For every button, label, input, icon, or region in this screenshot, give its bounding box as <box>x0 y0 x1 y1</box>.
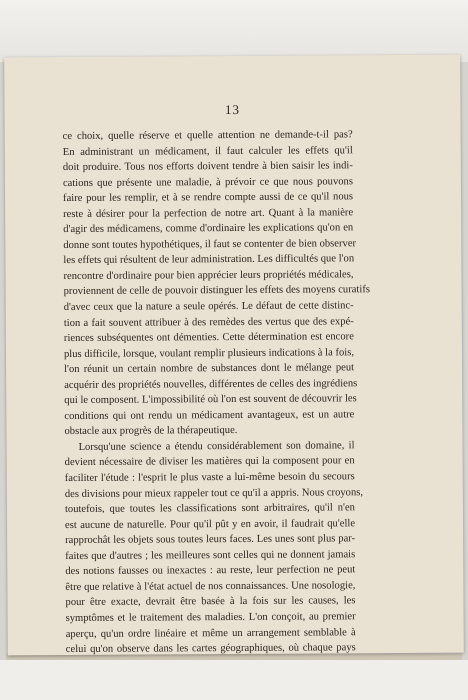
text-line: plus difficile, lorsque, voulant remplir plusieurs indications à la fois, <box>63 346 355 360</box>
text-line: donne sont toutes hypothétiques, il faut se contenter de bien observer <box>63 238 357 251</box>
text-line: des notions fausses ou inexactes : au reste, leur perfection ne peut <box>65 564 356 578</box>
text-line: En administrant un médicament, il faut calculer les effets qu'il <box>62 144 353 158</box>
text-line: riences subséquentes ont démenties. Cette détermination est encore <box>63 331 354 345</box>
text-line: des divisions pour mieux rappeler tout ce qu'il a appris. Nous croyons, <box>64 486 364 500</box>
text-line: acquérir des propriétés nouvelles, différentes de celles des ingrédiens <box>64 377 358 391</box>
page-number: 13 <box>224 101 241 118</box>
text-line: proviennent de celle de pouvoir distinguer les effets des moyens curatifs <box>63 284 370 298</box>
text-line: cations que présente une maladie, à prévoir ce que nous pouvons <box>62 175 353 189</box>
text-line: être que relative à l'état actuel de nos connaissances. Une nosologie, <box>65 580 356 593</box>
text-line: les effets qui résultent de leur administration. Les difficultés que l'on <box>63 253 355 267</box>
text-line: ce choix, quelle réserve et quelle attention ne demande-t-il pas? <box>62 129 353 143</box>
text-line: rapprochât les objets sous toutes leurs faces. Les unes sont plus par- <box>65 533 356 547</box>
text-line: doit produire. Tous nos efforts doivent tendre à bien saisir les indi- <box>62 160 353 174</box>
text-line: faites que d'autres ; les meilleures sont celles qui ne donnent jamais <box>65 549 356 562</box>
text-line: faire pour les remplir, et à se rendre compte aussi de ce qu'il nous <box>63 191 354 205</box>
text-line: obstacle aux progrès de la thérapeutique. <box>64 425 238 438</box>
book-page <box>4 55 464 656</box>
text-line: Lorsqu'une science a étendu considérablement son domaine, il <box>78 440 355 453</box>
text-line: qui le composent. L'impossibilité où l'on est souvent de découvrir les <box>64 393 357 407</box>
text-line: faciliter l'étude : l'esprit le plus vaste a lui-même besoin du secours <box>64 471 355 485</box>
text-line: d'avec ceux que la nature a seule opérés. Le défaut de cette distinc- <box>63 300 354 314</box>
text-line: conditions qui ont rendu un médicament avantageux, est un autre <box>64 409 355 422</box>
text-line: l'on réunit un certain nombre de substances dont le mélange peut <box>64 362 355 376</box>
text-line: reste à désirer pour la perfection de notre art. Quant à la manière <box>63 207 354 220</box>
text-line: toutefois, que toutes les classifications sont arbitraires, qu'il n'en <box>64 502 355 516</box>
text-line: d'agir des médicamens, comme d'ordinaire les explications qu'on en <box>63 222 354 236</box>
backdrop-top <box>0 0 468 62</box>
text-line: celui qu'on observe dans les cartes géographiques, où chaque pays <box>65 642 356 656</box>
text-line: tion a fait souvent attribuer à des remèdes des vertus que des expé- <box>63 315 354 329</box>
text-line: aperçu, qu'un ordre linéaire et même un arrangement semblable à <box>65 626 356 640</box>
backdrop-bottom <box>0 660 468 700</box>
body-text <box>62 127 370 657</box>
text-line: symptômes et le traitement des maladies. L'on conçoit, au premier <box>65 611 356 624</box>
text-line: pour être exacte, devrait être basée à la fois sur les causes, les <box>65 595 356 609</box>
text-line: devient nécessaire de diviser les matières qui la composent pour en <box>64 455 355 469</box>
text-line: rencontre d'ordinaire pour bien apprécier leurs propriétés médicales, <box>63 269 354 282</box>
text-line: est aucune de naturelle. Pour qu'il pût y en avoir, il faudrait qu'elle <box>65 517 356 531</box>
